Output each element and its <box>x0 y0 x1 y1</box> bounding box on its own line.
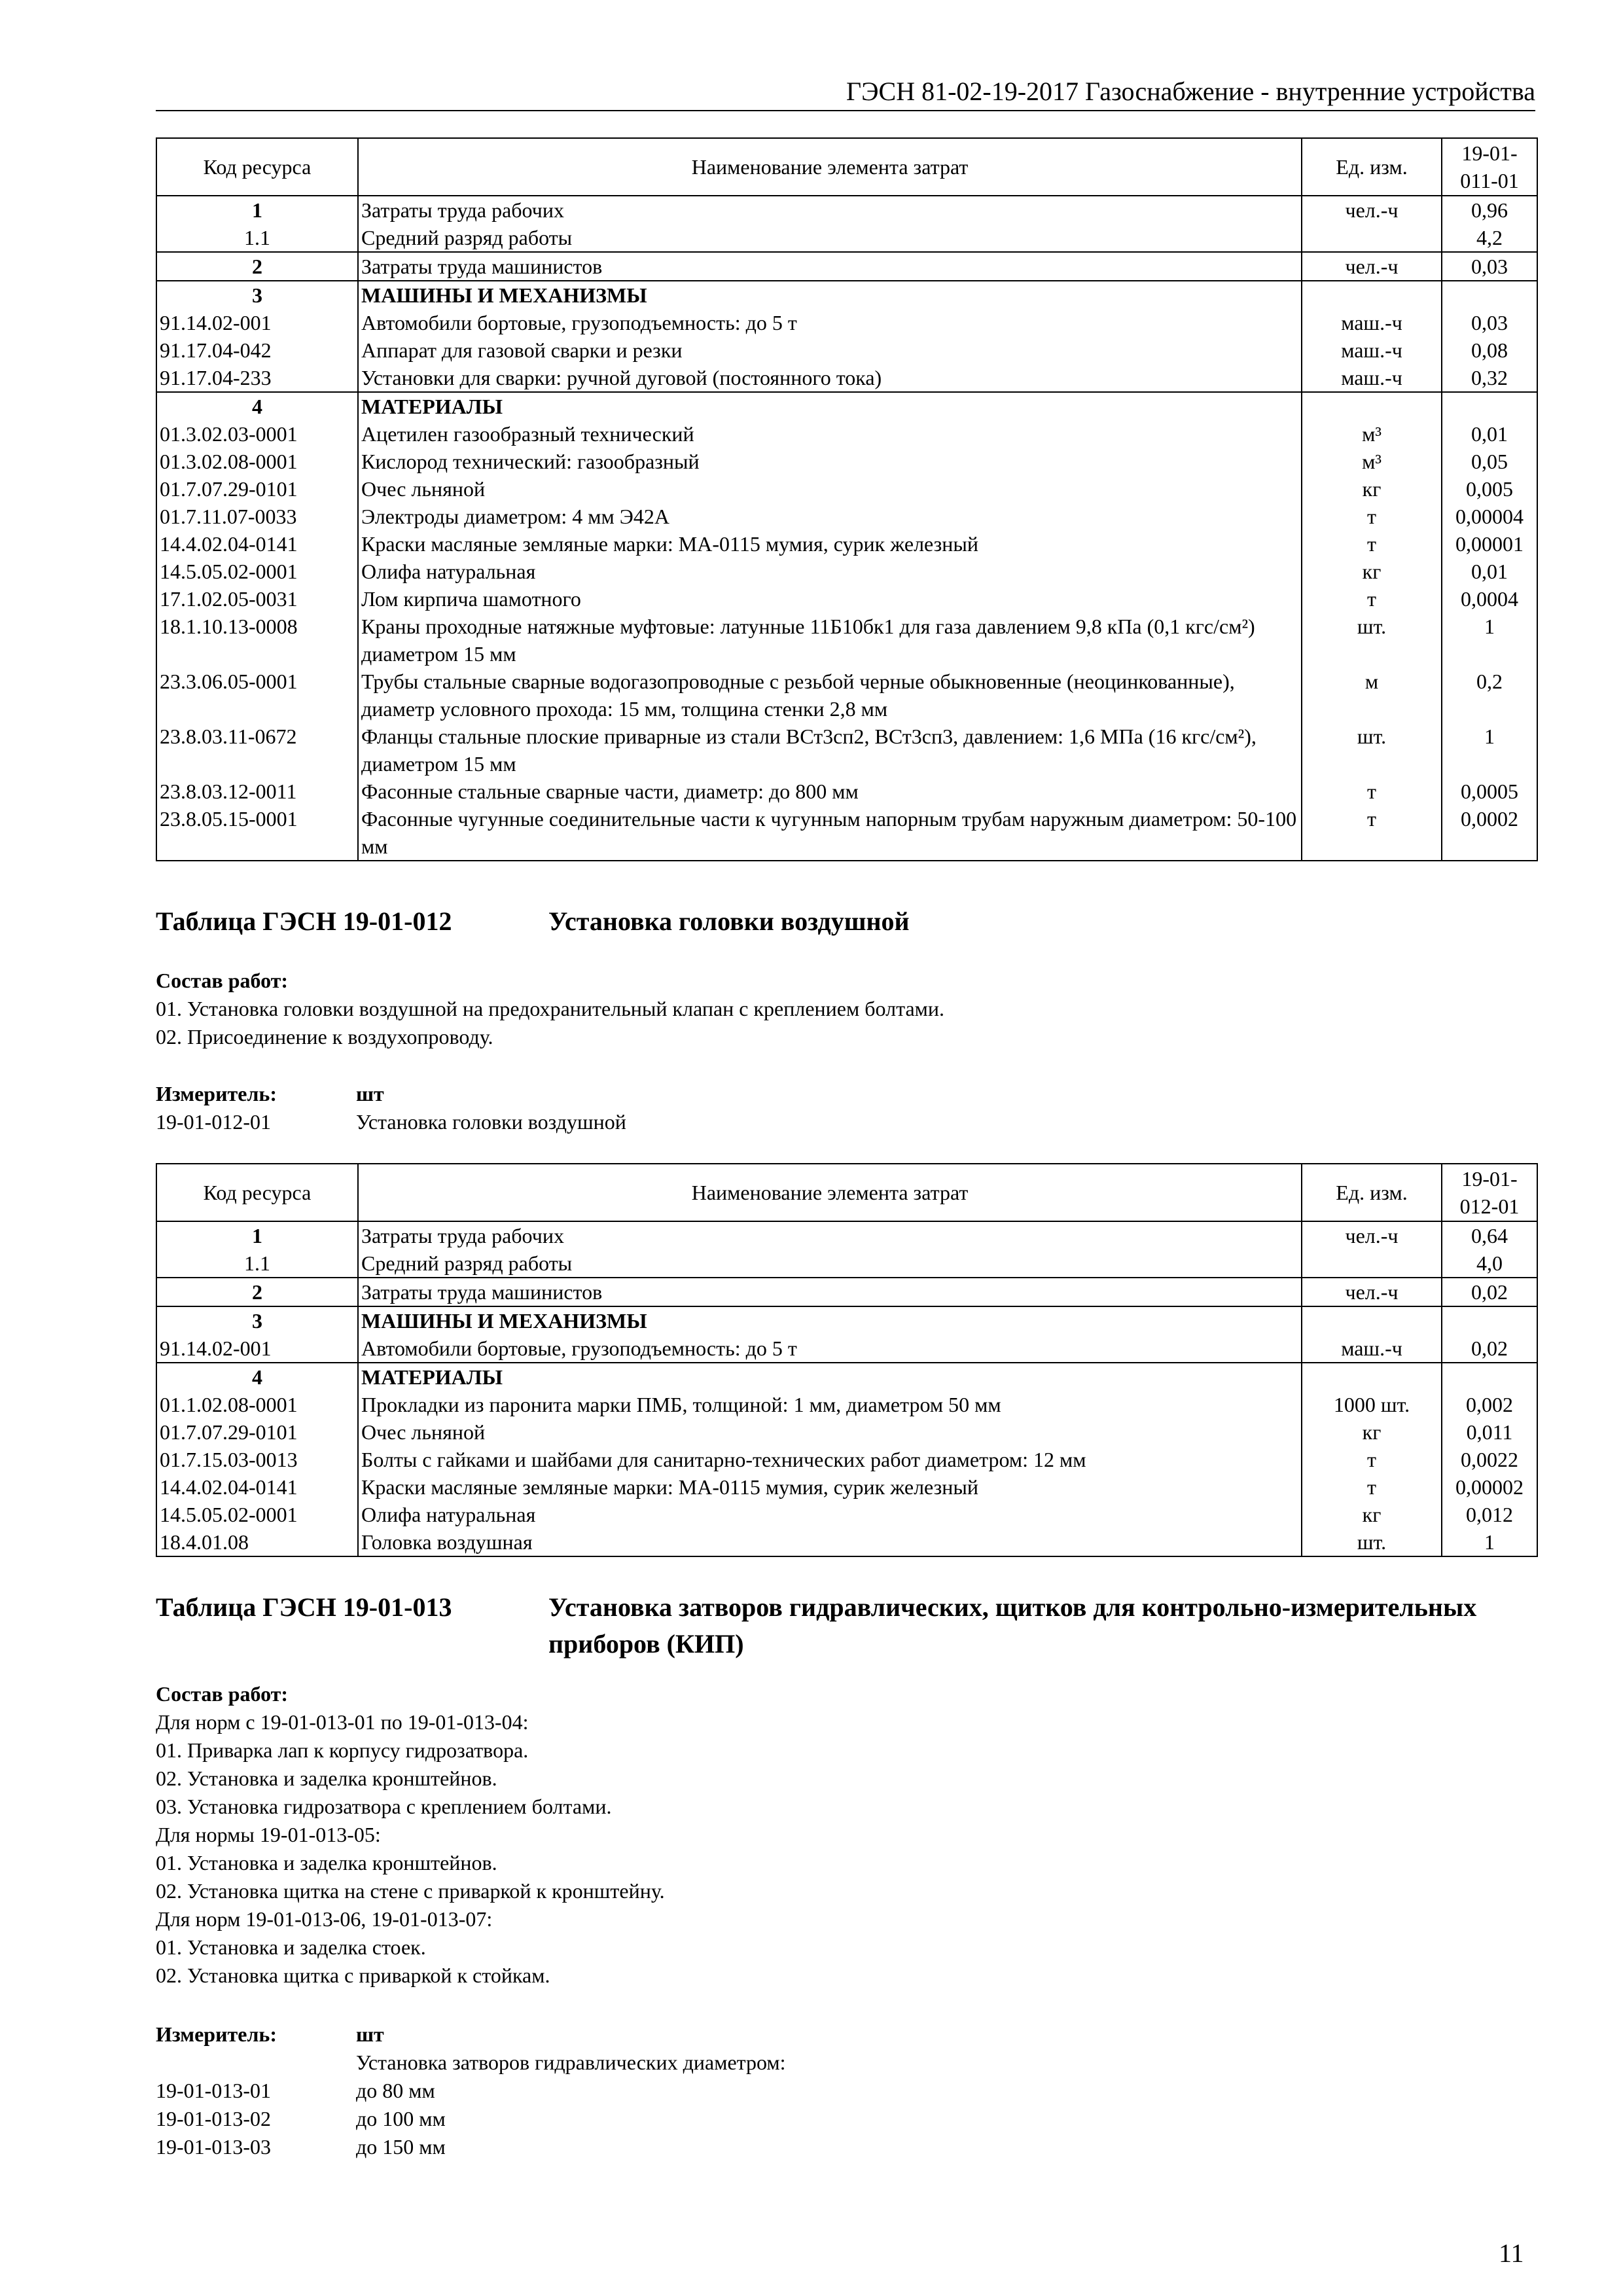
resource-code: 23.8.03.12-0011 <box>156 778 358 805</box>
col-header-name: Наименование элемента затрат <box>358 1164 1302 1221</box>
resource-code: 18.1.10.13-0008 <box>156 613 358 668</box>
resource-name: Затраты труда машинистов <box>358 252 1302 281</box>
resource-unit: м³ <box>1302 420 1442 448</box>
work-line: 03. Установка гидрозатвора с креплением болтами. <box>156 1795 612 1818</box>
resource-code: 23.3.06.05-0001 <box>156 668 358 723</box>
resource-name: Краски масляные земляные марки: МА-0115 мумия, сурик железный <box>358 530 1302 558</box>
resource-unit: т <box>1302 1473 1442 1501</box>
table-row <box>156 530 1537 558</box>
norm-name: Установка головки воздушной <box>356 1110 626 1134</box>
table-row <box>156 1249 1537 1278</box>
resource-table-2 <box>156 1163 1538 1557</box>
col-header-unit: Ед. изм. <box>1302 138 1442 196</box>
resource-code: 23.8.05.15-0001 <box>156 805 358 861</box>
work-line: 02. Установка щитка на стене с приваркой к кронштейну. <box>156 1879 665 1903</box>
col-header-code: Код ресурса <box>156 138 358 196</box>
resource-value: 0,32 <box>1442 364 1537 392</box>
norm-name: до 150 мм <box>356 2135 446 2159</box>
resource-name: Аппарат для газовой сварки и резки <box>358 336 1302 364</box>
resource-code: 18.4.01.08 <box>156 1528 358 1556</box>
norm-code: 19-01-012-01 <box>156 1110 271 1134</box>
resource-name: Установки для сварки: ручной дуговой (постоянного тока) <box>358 364 1302 392</box>
resource-value: 4,2 <box>1442 224 1537 252</box>
resource-value: 4,0 <box>1442 1249 1537 1278</box>
table-row <box>156 1306 1537 1335</box>
table-header-row <box>156 138 1537 196</box>
table-row <box>156 558 1537 585</box>
table-row <box>156 392 1537 420</box>
resource-code: 14.5.05.02-0001 <box>156 1501 358 1528</box>
resource-value: 0,03 <box>1442 252 1537 281</box>
work-composition-label: Состав работ: <box>156 1682 289 1706</box>
table-row <box>156 668 1537 723</box>
work-line: 01. Установка головки воздушной на предохранительный клапан с креплением болтами. <box>156 997 945 1020</box>
measure-label: Измеритель: <box>156 2022 277 2046</box>
resource-name: Олифа натуральная <box>358 558 1302 585</box>
table-title: Установка головки воздушной <box>548 906 910 936</box>
resource-code: 01.7.07.29-0101 <box>156 1418 358 1446</box>
resource-value <box>1442 1363 1537 1391</box>
resource-name: МАШИНЫ И МЕХАНИЗМЫ <box>358 1306 1302 1335</box>
resource-code: 91.14.02-001 <box>156 309 358 336</box>
resource-value: 0,011 <box>1442 1418 1537 1446</box>
resource-table-1 <box>156 137 1538 861</box>
norm-row <box>156 2105 1465 2133</box>
resource-unit: кг <box>1302 1418 1442 1446</box>
resource-code: 2 <box>156 1278 358 1306</box>
resource-value: 0,002 <box>1442 1391 1537 1418</box>
work-line: Для норм 19-01-013-06, 19-01-013-07: <box>156 1907 493 1931</box>
resource-code: 01.1.02.08-0001 <box>156 1391 358 1418</box>
resource-name: Прокладки из паронита марки ПМБ, толщиной: 1 мм, диаметром 50 мм <box>358 1391 1302 1418</box>
table-row <box>156 1528 1537 1556</box>
table-row <box>156 805 1537 861</box>
resource-value: 0,0002 <box>1442 805 1537 861</box>
resource-unit: маш.-ч <box>1302 336 1442 364</box>
resource-unit <box>1302 281 1442 309</box>
work-line: Для норм с 19-01-013-01 по 19-01-013-04: <box>156 1710 529 1734</box>
resource-unit <box>1302 1306 1442 1335</box>
resource-unit <box>1302 224 1442 252</box>
resource-unit: шт. <box>1302 723 1442 778</box>
table-title: Установка затворов гидравлических, щитков для контрольно-измерительных приборов (КИП) <box>548 1592 1477 1659</box>
resource-value: 0,00001 <box>1442 530 1537 558</box>
group-caption-row <box>156 2049 1465 2077</box>
table-row <box>156 475 1537 503</box>
resource-unit: кг <box>1302 558 1442 585</box>
resource-name: Очес льняной <box>358 475 1302 503</box>
resource-value: 0,00004 <box>1442 503 1537 530</box>
resource-code: 1 <box>156 196 358 224</box>
norm-name: до 80 мм <box>356 2079 435 2102</box>
table-header-row <box>156 1164 1537 1221</box>
norm-row <box>156 2077 1465 2105</box>
resource-value: 0,05 <box>1442 448 1537 475</box>
resource-code: 4 <box>156 1363 358 1391</box>
resource-unit: маш.-ч <box>1302 309 1442 336</box>
table-row <box>156 723 1537 778</box>
measure-row <box>156 1080 1465 1108</box>
table-row <box>156 1335 1537 1363</box>
table-row <box>156 309 1537 336</box>
table-row <box>156 224 1537 252</box>
table-row <box>156 778 1537 805</box>
resource-unit: чел.-ч <box>1302 1278 1442 1306</box>
resource-value: 0,0005 <box>1442 778 1537 805</box>
table-row <box>156 252 1537 281</box>
resource-name: Ацетилен газообразный технический <box>358 420 1302 448</box>
table-row <box>156 1278 1537 1306</box>
work-line: Для нормы 19-01-013-05: <box>156 1823 381 1846</box>
norm-row <box>156 1108 1465 1136</box>
resource-name: Болты с гайками и шайбами для санитарно-технических работ диаметром: 12 мм <box>358 1446 1302 1473</box>
table-body <box>156 1221 1537 1556</box>
resource-code: 91.14.02-001 <box>156 1335 358 1363</box>
resource-code: 01.7.07.29-0101 <box>156 475 358 503</box>
resource-unit: т <box>1302 530 1442 558</box>
measure-label: Измеритель: <box>156 1082 277 1105</box>
resource-name: МАТЕРИАЛЫ <box>358 1363 1302 1391</box>
table-row <box>156 1391 1537 1418</box>
resource-value <box>1442 281 1537 309</box>
resource-name: Головка воздушная <box>358 1528 1302 1556</box>
resource-name: Средний разряд работы <box>358 1249 1302 1278</box>
resource-value: 0,08 <box>1442 336 1537 364</box>
resource-name: Затраты труда рабочих <box>358 1221 1302 1249</box>
table-row <box>156 585 1537 613</box>
resource-value: 1 <box>1442 1528 1537 1556</box>
work-line: 02. Установка и заделка кронштейнов. <box>156 1767 497 1790</box>
table-row <box>156 420 1537 448</box>
resource-unit: т <box>1302 778 1442 805</box>
table-row <box>156 1501 1537 1528</box>
resource-unit: маш.-ч <box>1302 364 1442 392</box>
table-row <box>156 364 1537 392</box>
work-composition-label: Состав работ: <box>156 969 289 992</box>
resource-value: 1 <box>1442 613 1537 668</box>
resource-unit: шт. <box>1302 613 1442 668</box>
resource-name: Затраты труда машинистов <box>358 1278 1302 1306</box>
resource-unit <box>1302 1363 1442 1391</box>
resource-code: 01.3.02.08-0001 <box>156 448 358 475</box>
resource-unit: кг <box>1302 1501 1442 1528</box>
page-number: 11 <box>1499 2238 1524 2268</box>
resource-value <box>1442 392 1537 420</box>
page-header: ГЭСН 81-02-19-2017 Газоснабжение - внутренние устройства <box>156 73 1535 111</box>
resource-name: Автомобили бортовые, грузоподъемность: до 5 т <box>358 1335 1302 1363</box>
resource-code: 01.7.15.03-0013 <box>156 1446 358 1473</box>
norm-code: 19-01-013-03 <box>156 2135 271 2159</box>
measure-row <box>156 2020 1465 2049</box>
work-line: 02. Присоединение к воздухопроводу. <box>156 1025 493 1049</box>
resource-code: 1 <box>156 1221 358 1249</box>
resource-code: 14.5.05.02-0001 <box>156 558 358 585</box>
work-line: 01. Установка и заделка стоек. <box>156 1935 426 1959</box>
col-header-norm: 19-01-012-01 <box>1442 1164 1537 1221</box>
work-composition-012 <box>156 967 1530 1051</box>
table-row <box>156 1418 1537 1446</box>
resource-name: Фасонные стальные сварные части, диаметр: до 800 мм <box>358 778 1302 805</box>
group-caption: Установка затворов гидравлических диаметром: <box>356 2051 786 2074</box>
resource-value: 0,02 <box>1442 1335 1537 1363</box>
col-header-code: Код ресурса <box>156 1164 358 1221</box>
resource-name: Электроды диаметром: 4 мм Э42А <box>358 503 1302 530</box>
resource-value: 0,2 <box>1442 668 1537 723</box>
resource-unit: чел.-ч <box>1302 196 1442 224</box>
measure-block-012 <box>156 1080 1465 1136</box>
resource-value: 0,03 <box>1442 309 1537 336</box>
resource-value: 0,01 <box>1442 420 1537 448</box>
resource-unit <box>1302 392 1442 420</box>
resource-name: Трубы стальные сварные водогазопроводные с резьбой черные обыкновенные (неоцинкованные), диаметр условного прохода: 15 мм, толщина стенки 2,8 мм <box>358 668 1302 723</box>
norm-code: 19-01-013-02 <box>156 2107 271 2130</box>
table-row <box>156 336 1537 364</box>
resource-name: Лом кирпича шамотного <box>358 585 1302 613</box>
resource-name: Краски масляные земляные марки: МА-0115 мумия, сурик железный <box>358 1473 1302 1501</box>
resource-code: 14.4.02.04-0141 <box>156 1473 358 1501</box>
resource-name: Кислород технический: газообразный <box>358 448 1302 475</box>
work-line: 01. Приварка лап к корпусу гидрозатвора. <box>156 1738 529 1762</box>
resource-value: 0,00002 <box>1442 1473 1537 1501</box>
resource-unit: т <box>1302 585 1442 613</box>
table-row <box>156 196 1537 224</box>
resource-name: Олифа натуральная <box>358 1501 1302 1528</box>
resource-value: 0,012 <box>1442 1501 1537 1528</box>
resource-code: 91.17.04-042 <box>156 336 358 364</box>
resource-value: 0,0004 <box>1442 585 1537 613</box>
table-heading-19-01-012 <box>156 903 1537 940</box>
resource-code: 17.1.02.05-0031 <box>156 585 358 613</box>
resource-code: 3 <box>156 281 358 309</box>
resource-name: Автомобили бортовые, грузоподъемность: до 5 т <box>358 309 1302 336</box>
resource-value <box>1442 1306 1537 1335</box>
col-header-name: Наименование элемента затрат <box>358 138 1302 196</box>
resource-name: МАТЕРИАЛЫ <box>358 392 1302 420</box>
table-row <box>156 503 1537 530</box>
resource-unit: маш.-ч <box>1302 1335 1442 1363</box>
resource-unit: м <box>1302 668 1442 723</box>
resource-code: 01.7.11.07-0033 <box>156 503 358 530</box>
resource-value: 0,96 <box>1442 196 1537 224</box>
table-row <box>156 1363 1537 1391</box>
col-header-norm: 19-01-011-01 <box>1442 138 1537 196</box>
resource-unit: м³ <box>1302 448 1442 475</box>
resource-name: Фланцы стальные плоские приварные из стали ВСт3сп2, ВСт3сп3, давлением: 1,6 МПа (16 кгс/см²), диаметром 15 мм <box>358 723 1302 778</box>
resource-code: 4 <box>156 392 358 420</box>
resource-value: 0,005 <box>1442 475 1537 503</box>
work-line: 02. Установка щитка с приваркой к стойкам. <box>156 1964 550 1987</box>
resource-unit: шт. <box>1302 1528 1442 1556</box>
table-row <box>156 281 1537 309</box>
norm-name: до 100 мм <box>356 2107 446 2130</box>
resource-name: Средний разряд работы <box>358 224 1302 252</box>
resource-unit: чел.-ч <box>1302 252 1442 281</box>
table-heading-19-01-013 <box>156 1589 1537 1662</box>
resource-value: 0,01 <box>1442 558 1537 585</box>
table-number: Таблица ГЭСН 19-01-013 <box>156 1592 452 1622</box>
work-line: 01. Установка и заделка кронштейнов. <box>156 1851 497 1874</box>
measure-unit: шт <box>356 1082 384 1105</box>
resource-value: 0,64 <box>1442 1221 1537 1249</box>
resource-unit: чел.-ч <box>1302 1221 1442 1249</box>
resource-code: 01.3.02.03-0001 <box>156 420 358 448</box>
resource-name: Затраты труда рабочих <box>358 196 1302 224</box>
resource-unit: кг <box>1302 475 1442 503</box>
resource-name: Очес льняной <box>358 1418 1302 1446</box>
resource-unit <box>1302 1249 1442 1278</box>
table-body <box>156 196 1537 861</box>
col-header-unit: Ед. изм. <box>1302 1164 1442 1221</box>
resource-code: 14.4.02.04-0141 <box>156 530 358 558</box>
resource-value: 1 <box>1442 723 1537 778</box>
work-composition-013 <box>156 1680 1530 1990</box>
resource-unit: т <box>1302 805 1442 861</box>
table-number: Таблица ГЭСН 19-01-012 <box>156 906 452 936</box>
norm-row <box>156 2133 1465 2161</box>
resource-unit: 1000 шт. <box>1302 1391 1442 1418</box>
resource-code: 1.1 <box>156 1249 358 1278</box>
measure-block-013 <box>156 2020 1465 2161</box>
norm-code: 19-01-013-01 <box>156 2079 271 2102</box>
table-row <box>156 1221 1537 1249</box>
resource-unit: т <box>1302 1446 1442 1473</box>
resource-code: 91.17.04-233 <box>156 364 358 392</box>
resource-name: МАШИНЫ И МЕХАНИЗМЫ <box>358 281 1302 309</box>
resource-unit: т <box>1302 503 1442 530</box>
resource-code: 3 <box>156 1306 358 1335</box>
table-row <box>156 1473 1537 1501</box>
table-row <box>156 613 1537 668</box>
resource-code: 23.8.03.11-0672 <box>156 723 358 778</box>
resource-value: 0,0022 <box>1442 1446 1537 1473</box>
resource-value: 0,02 <box>1442 1278 1537 1306</box>
resource-code: 1.1 <box>156 224 358 252</box>
table-row <box>156 448 1537 475</box>
measure-unit: шт <box>356 2022 384 2046</box>
resource-name: Краны проходные натяжные муфтовые: латунные 11Б10бк1 для газа давлением 9,8 кПа (0,1 кгс/см²) диаметром 15 мм <box>358 613 1302 668</box>
resource-code: 2 <box>156 252 358 281</box>
resource-name: Фасонные чугунные соединительные части к чугунным напорным трубам наружным диаметром: 50-100 мм <box>358 805 1302 861</box>
table-row <box>156 1446 1537 1473</box>
